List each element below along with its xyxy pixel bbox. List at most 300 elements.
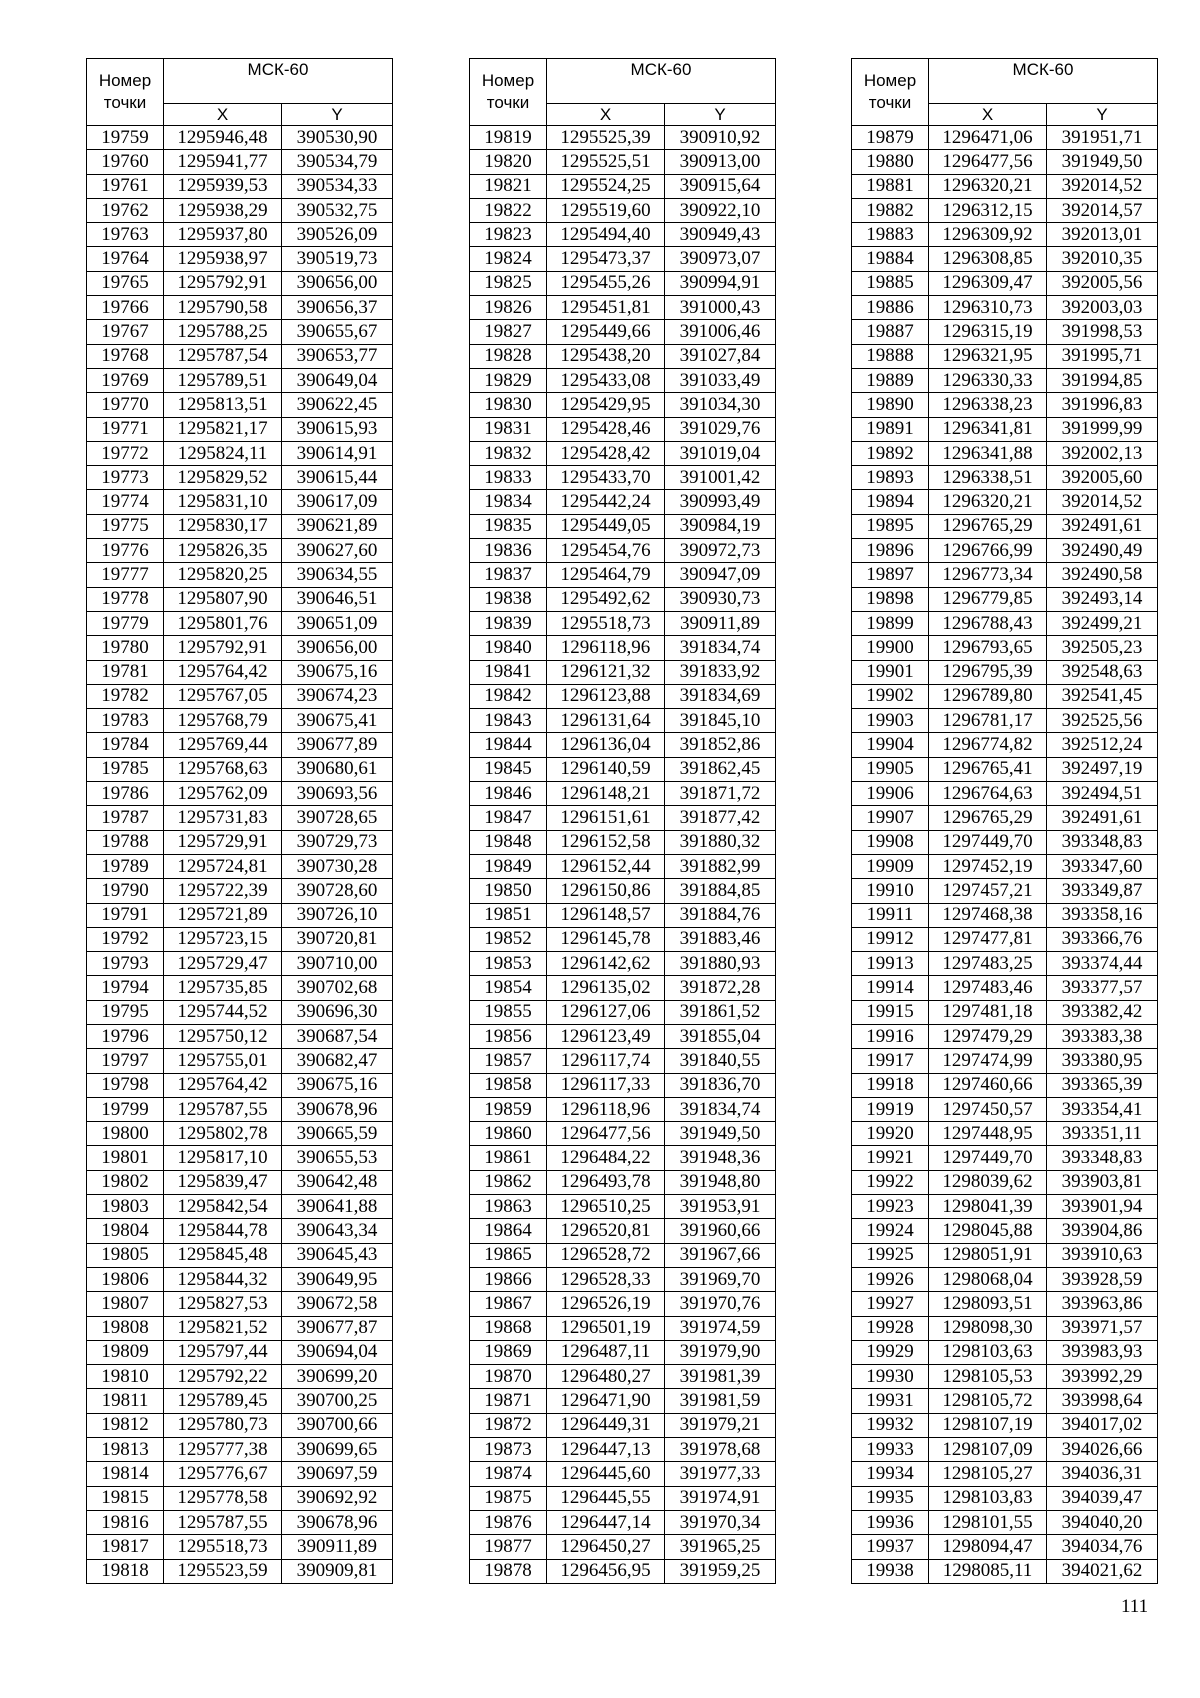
y-coordinate-cell: 393354,41	[1047, 1097, 1158, 1121]
point-number-cell: 19852	[470, 927, 547, 951]
y-coordinate-cell: 391951,71	[1047, 126, 1158, 150]
x-coordinate-cell: 1296131,64	[547, 709, 665, 733]
x-coordinate-cell: 1295723,15	[164, 927, 282, 951]
x-coordinate-cell: 1295473,37	[547, 247, 665, 271]
y-coordinate-cell: 391884,85	[665, 879, 776, 903]
y-coordinate-cell: 391834,74	[665, 636, 776, 660]
x-coordinate-cell: 1296151,61	[547, 806, 665, 830]
point-number-cell: 19801	[87, 1146, 164, 1170]
x-coordinate-cell: 1295724,81	[164, 854, 282, 878]
point-number-cell: 19863	[470, 1195, 547, 1219]
table-row	[852, 441, 1158, 465]
y-coordinate-cell: 393365,39	[1047, 1073, 1158, 1097]
point-number-cell: 19922	[852, 1170, 929, 1194]
x-coordinate-cell: 1298051,91	[929, 1243, 1047, 1267]
x-coordinate-cell: 1295729,47	[164, 952, 282, 976]
table-row	[852, 1024, 1158, 1048]
y-coordinate-cell: 390947,09	[665, 563, 776, 587]
y-coordinate-cell: 392497,19	[1047, 757, 1158, 781]
x-coordinate-cell: 1296765,29	[929, 514, 1047, 538]
y-coordinate-cell: 390702,68	[282, 976, 393, 1000]
y-coordinate-cell: 390645,43	[282, 1243, 393, 1267]
point-number-cell: 19921	[852, 1146, 929, 1170]
x-coordinate-cell: 1295722,39	[164, 879, 282, 903]
table-row	[87, 1292, 393, 1316]
point-number-cell: 19830	[470, 393, 547, 417]
x-coordinate-cell: 1295433,70	[547, 466, 665, 490]
point-number-cell: 19911	[852, 903, 929, 927]
table-row	[852, 927, 1158, 951]
table-row	[470, 1559, 776, 1583]
y-coordinate-cell: 391834,69	[665, 684, 776, 708]
point-number-cell: 19786	[87, 782, 164, 806]
x-coordinate-cell: 1298105,72	[929, 1389, 1047, 1413]
point-number-cell: 19923	[852, 1195, 929, 1219]
point-number-cell: 19897	[852, 563, 929, 587]
x-coordinate-cell: 1298041,39	[929, 1195, 1047, 1219]
y-coordinate-cell: 390656,00	[282, 636, 393, 660]
table-row	[470, 1049, 776, 1073]
y-coordinate-cell: 391959,25	[665, 1559, 776, 1583]
table-row	[852, 223, 1158, 247]
point-number-cell: 19837	[470, 563, 547, 587]
table-row	[87, 198, 393, 222]
point-number-cell: 19909	[852, 854, 929, 878]
x-coordinate-cell: 1295787,54	[164, 344, 282, 368]
table-row	[852, 247, 1158, 271]
point-number-cell: 19768	[87, 344, 164, 368]
x-coordinate-cell: 1295844,32	[164, 1267, 282, 1291]
x-coordinate-cell: 1295525,51	[547, 150, 665, 174]
point-number-cell: 19809	[87, 1340, 164, 1364]
table-row	[87, 952, 393, 976]
table-row	[87, 830, 393, 854]
x-coordinate-cell: 1295802,78	[164, 1122, 282, 1146]
y-coordinate-cell: 393348,83	[1047, 1146, 1158, 1170]
point-number-cell: 19892	[852, 441, 929, 465]
table-row	[852, 539, 1158, 563]
y-coordinate-cell: 393347,60	[1047, 854, 1158, 878]
y-coordinate-cell: 392491,61	[1047, 514, 1158, 538]
table-row	[852, 296, 1158, 320]
y-coordinate-cell: 390642,48	[282, 1170, 393, 1194]
x-coordinate-cell: 1295428,46	[547, 417, 665, 441]
x-coordinate-cell: 1296765,41	[929, 757, 1047, 781]
x-coordinate-cell: 1295764,42	[164, 660, 282, 684]
table-row	[852, 1438, 1158, 1462]
y-coordinate-cell: 392010,35	[1047, 247, 1158, 271]
x-coordinate-cell: 1295438,20	[547, 344, 665, 368]
x-coordinate-cell: 1297483,46	[929, 976, 1047, 1000]
table-row	[87, 320, 393, 344]
x-coordinate-cell: 1295939,53	[164, 174, 282, 198]
y-coordinate-cell: 390634,55	[282, 563, 393, 587]
point-number-cell: 19864	[470, 1219, 547, 1243]
y-coordinate-cell: 390621,89	[282, 514, 393, 538]
y-coordinate-cell: 391872,28	[665, 976, 776, 1000]
point-number-cell: 19778	[87, 587, 164, 611]
table-body	[87, 126, 393, 1584]
point-number-cell: 19795	[87, 1000, 164, 1024]
point-number-cell: 19775	[87, 514, 164, 538]
table-row	[470, 466, 776, 490]
x-coordinate-cell: 1295824,11	[164, 441, 282, 465]
y-coordinate-cell: 390656,00	[282, 271, 393, 295]
x-coordinate-cell: 1297452,19	[929, 854, 1047, 878]
x-coordinate-cell: 1297483,25	[929, 952, 1047, 976]
x-coordinate-cell: 1295492,62	[547, 587, 665, 611]
point-number-cell: 19850	[470, 879, 547, 903]
y-coordinate-cell: 391882,99	[665, 854, 776, 878]
y-coordinate-cell: 394021,62	[1047, 1559, 1158, 1583]
y-coordinate-cell: 390519,73	[282, 247, 393, 271]
y-coordinate-cell: 391852,86	[665, 733, 776, 757]
table-row	[470, 903, 776, 927]
point-number-cell: 19804	[87, 1219, 164, 1243]
x-coordinate-cell: 1296341,88	[929, 441, 1047, 465]
y-coordinate-cell: 392548,63	[1047, 660, 1158, 684]
y-coordinate-cell: 392490,49	[1047, 539, 1158, 563]
y-coordinate-cell: 392491,61	[1047, 806, 1158, 830]
x-coordinate-cell: 1296471,90	[547, 1389, 665, 1413]
x-coordinate-cell: 1295817,10	[164, 1146, 282, 1170]
y-coordinate-cell: 391978,68	[665, 1438, 776, 1462]
table-row	[852, 1267, 1158, 1291]
point-number-cell: 19937	[852, 1535, 929, 1559]
y-coordinate-cell: 390678,96	[282, 1510, 393, 1534]
y-coordinate-cell: 393382,42	[1047, 1000, 1158, 1024]
point-number-cell: 19846	[470, 782, 547, 806]
y-coordinate-cell: 390922,10	[665, 198, 776, 222]
point-number-cell: 19844	[470, 733, 547, 757]
y-coordinate-cell: 390692,92	[282, 1486, 393, 1510]
y-coordinate-cell: 391884,76	[665, 903, 776, 927]
y-coordinate-cell: 390675,41	[282, 709, 393, 733]
y-coordinate-cell: 392499,21	[1047, 611, 1158, 635]
x-coordinate-cell: 1296480,27	[547, 1365, 665, 1389]
table-row	[87, 1486, 393, 1510]
y-coordinate-cell: 390700,25	[282, 1389, 393, 1413]
y-column-header: Y	[1047, 104, 1158, 126]
table-row	[87, 1146, 393, 1170]
point-number-cell: 19878	[470, 1559, 547, 1583]
x-coordinate-cell: 1295451,81	[547, 296, 665, 320]
table-row	[852, 1146, 1158, 1170]
point-number-cell: 19928	[852, 1316, 929, 1340]
table-row	[470, 1438, 776, 1462]
table-row	[470, 927, 776, 951]
x-column-header: X	[547, 104, 665, 126]
x-coordinate-cell: 1296308,85	[929, 247, 1047, 271]
x-coordinate-cell: 1297450,57	[929, 1097, 1047, 1121]
point-number-cell: 19790	[87, 879, 164, 903]
point-number-cell: 19904	[852, 733, 929, 757]
y-coordinate-cell: 393901,94	[1047, 1195, 1158, 1219]
point-number-cell: 19808	[87, 1316, 164, 1340]
point-number-cell: 19774	[87, 490, 164, 514]
x-coordinate-cell: 1295524,25	[547, 174, 665, 198]
table-row	[852, 587, 1158, 611]
point-number-cell: 19836	[470, 539, 547, 563]
x-coordinate-cell: 1296320,21	[929, 174, 1047, 198]
table-row	[470, 879, 776, 903]
table-row	[470, 563, 776, 587]
table-row	[852, 976, 1158, 1000]
y-coordinate-cell: 393351,11	[1047, 1122, 1158, 1146]
table-row	[852, 1073, 1158, 1097]
point-number-cell: 19813	[87, 1438, 164, 1462]
point-number-cell: 19900	[852, 636, 929, 660]
point-number-cell: 19876	[470, 1510, 547, 1534]
table-row	[87, 539, 393, 563]
table-row	[87, 368, 393, 392]
point-number-cell: 19914	[852, 976, 929, 1000]
point-number-cell: 19812	[87, 1413, 164, 1437]
point-number-cell: 19870	[470, 1365, 547, 1389]
point-number-cell: 19882	[852, 198, 929, 222]
table-row	[470, 1462, 776, 1486]
y-coordinate-cell: 392005,60	[1047, 466, 1158, 490]
x-coordinate-cell: 1296121,32	[547, 660, 665, 684]
table-row	[852, 1389, 1158, 1413]
x-coordinate-cell: 1295780,73	[164, 1413, 282, 1437]
y-coordinate-cell: 391965,25	[665, 1535, 776, 1559]
table-row	[87, 1389, 393, 1413]
table-row	[470, 198, 776, 222]
table-row	[87, 1195, 393, 1219]
y-coordinate-cell: 393928,59	[1047, 1267, 1158, 1291]
table-row	[470, 1146, 776, 1170]
point-number-cell: 19913	[852, 952, 929, 976]
table-row	[852, 393, 1158, 417]
y-coordinate-cell: 390678,96	[282, 1097, 393, 1121]
point-number-cell: 19792	[87, 927, 164, 951]
table-row	[852, 952, 1158, 976]
table-row	[470, 150, 776, 174]
coordinate-table-3	[851, 58, 1158, 1584]
y-coordinate-cell: 390911,89	[665, 611, 776, 635]
point-number-cell: 19822	[470, 198, 547, 222]
x-coordinate-cell: 1295777,38	[164, 1438, 282, 1462]
x-coordinate-cell: 1295523,59	[164, 1559, 282, 1583]
point-number-cell: 19779	[87, 611, 164, 635]
point-number-cell: 19835	[470, 514, 547, 538]
y-coordinate-cell: 391999,99	[1047, 417, 1158, 441]
table-row	[852, 344, 1158, 368]
point-number-cell: 19888	[852, 344, 929, 368]
y-coordinate-cell: 391871,72	[665, 782, 776, 806]
y-coordinate-cell: 392512,24	[1047, 733, 1158, 757]
point-number-cell: 19825	[470, 271, 547, 295]
table-row	[87, 174, 393, 198]
y-coordinate-cell: 390694,04	[282, 1340, 393, 1364]
x-coordinate-cell: 1295938,97	[164, 247, 282, 271]
y-coordinate-cell: 390646,51	[282, 587, 393, 611]
table-row	[470, 1316, 776, 1340]
x-coordinate-cell: 1298103,83	[929, 1486, 1047, 1510]
y-coordinate-cell: 390617,09	[282, 490, 393, 514]
x-coordinate-cell: 1298094,47	[929, 1535, 1047, 1559]
x-coordinate-cell: 1296487,11	[547, 1340, 665, 1364]
x-coordinate-cell: 1295845,48	[164, 1243, 282, 1267]
point-number-cell: 19807	[87, 1292, 164, 1316]
point-number-cell: 19927	[852, 1292, 929, 1316]
table-row	[87, 903, 393, 927]
table-body	[470, 126, 776, 1584]
x-coordinate-cell: 1295429,95	[547, 393, 665, 417]
x-coordinate-cell: 1297474,99	[929, 1049, 1047, 1073]
point-number-cell: 19818	[87, 1559, 164, 1583]
y-coordinate-cell: 394039,47	[1047, 1486, 1158, 1510]
table-row	[87, 976, 393, 1000]
table-row	[470, 320, 776, 344]
y-coordinate-cell: 393904,86	[1047, 1219, 1158, 1243]
point-number-cell: 19849	[470, 854, 547, 878]
x-coordinate-cell: 1295938,29	[164, 198, 282, 222]
x-coordinate-cell: 1295792,91	[164, 271, 282, 295]
page-number: 111	[1121, 1596, 1149, 1617]
x-coordinate-cell: 1295792,22	[164, 1365, 282, 1389]
x-coordinate-cell: 1296484,22	[547, 1146, 665, 1170]
table-row	[470, 174, 776, 198]
y-coordinate-cell: 390675,16	[282, 660, 393, 684]
y-coordinate-cell: 393377,57	[1047, 976, 1158, 1000]
table-row	[87, 441, 393, 465]
table-row	[470, 247, 776, 271]
y-coordinate-cell: 391953,91	[665, 1195, 776, 1219]
x-coordinate-cell: 1295519,60	[547, 198, 665, 222]
point-number-cell: 19840	[470, 636, 547, 660]
x-coordinate-cell: 1297457,21	[929, 879, 1047, 903]
table-row	[852, 368, 1158, 392]
point-number-cell: 19860	[470, 1122, 547, 1146]
x-coordinate-cell: 1295464,79	[547, 563, 665, 587]
x-coordinate-cell: 1298107,09	[929, 1438, 1047, 1462]
point-number-cell: 19782	[87, 684, 164, 708]
y-coordinate-cell: 390993,49	[665, 490, 776, 514]
x-coordinate-cell: 1296764,63	[929, 782, 1047, 806]
x-coordinate-cell: 1295764,42	[164, 1073, 282, 1097]
point-number-cell: 19785	[87, 757, 164, 781]
y-coordinate-cell: 390649,95	[282, 1267, 393, 1291]
y-coordinate-cell: 390687,54	[282, 1024, 393, 1048]
x-coordinate-cell: 1295844,78	[164, 1219, 282, 1243]
table-row	[852, 854, 1158, 878]
y-coordinate-cell: 390614,91	[282, 441, 393, 465]
x-coordinate-cell: 1296152,58	[547, 830, 665, 854]
x-coordinate-cell: 1298039,62	[929, 1170, 1047, 1194]
y-coordinate-cell: 391000,43	[665, 296, 776, 320]
x-coordinate-cell: 1296788,43	[929, 611, 1047, 635]
point-number-cell: 19917	[852, 1049, 929, 1073]
x-coordinate-cell: 1296117,74	[547, 1049, 665, 1073]
x-coordinate-cell: 1296142,62	[547, 952, 665, 976]
x-coordinate-cell: 1297449,70	[929, 830, 1047, 854]
point-number-cell: 19781	[87, 660, 164, 684]
point-number-cell: 19930	[852, 1365, 929, 1389]
point-number-cell: 19926	[852, 1267, 929, 1291]
x-coordinate-cell: 1295721,89	[164, 903, 282, 927]
table-row	[87, 684, 393, 708]
point-number-cell: 19839	[470, 611, 547, 635]
y-coordinate-cell: 391027,84	[665, 344, 776, 368]
point-number-cell: 19867	[470, 1292, 547, 1316]
x-coordinate-cell: 1296450,27	[547, 1535, 665, 1559]
table-row	[470, 1389, 776, 1413]
x-coordinate-cell: 1296445,55	[547, 1486, 665, 1510]
y-coordinate-cell: 390710,00	[282, 952, 393, 976]
point-number-cell: 19908	[852, 830, 929, 854]
table-row	[470, 660, 776, 684]
table-row	[470, 1195, 776, 1219]
x-coordinate-cell: 1296310,73	[929, 296, 1047, 320]
x-coordinate-cell: 1295735,85	[164, 976, 282, 1000]
x-coordinate-cell: 1295433,08	[547, 368, 665, 392]
point-number-cell: 19780	[87, 636, 164, 660]
x-coordinate-cell: 1295525,39	[547, 126, 665, 150]
y-coordinate-cell: 392002,13	[1047, 441, 1158, 465]
x-coordinate-cell: 1298093,51	[929, 1292, 1047, 1316]
table-row	[852, 709, 1158, 733]
x-coordinate-cell: 1296501,19	[547, 1316, 665, 1340]
point-number-cell: 19787	[87, 806, 164, 830]
point-number-cell: 19933	[852, 1438, 929, 1462]
table-row	[87, 1438, 393, 1462]
table-row	[852, 806, 1158, 830]
point-number-cell: 19820	[470, 150, 547, 174]
x-coordinate-cell: 1295827,53	[164, 1292, 282, 1316]
table-row	[87, 1462, 393, 1486]
point-number-cell: 19929	[852, 1340, 929, 1364]
point-number-cell: 19771	[87, 417, 164, 441]
y-coordinate-cell: 391970,76	[665, 1292, 776, 1316]
y-coordinate-cell: 391001,42	[665, 466, 776, 490]
point-number-cell: 19806	[87, 1267, 164, 1291]
y-coordinate-cell: 394017,02	[1047, 1413, 1158, 1437]
x-coordinate-cell: 1296309,92	[929, 223, 1047, 247]
x-coordinate-cell: 1295831,10	[164, 490, 282, 514]
table-row	[87, 150, 393, 174]
x-coordinate-cell: 1296140,59	[547, 757, 665, 781]
x-coordinate-cell: 1295767,05	[164, 684, 282, 708]
x-coordinate-cell: 1295776,67	[164, 1462, 282, 1486]
table-row	[87, 417, 393, 441]
point-number-cell: 19816	[87, 1510, 164, 1534]
point-number-cell: 19886	[852, 296, 929, 320]
table-row	[470, 441, 776, 465]
point-number-cell: 19881	[852, 174, 929, 198]
point-number-cell: 19842	[470, 684, 547, 708]
table-row	[852, 1000, 1158, 1024]
point-number-cell: 19855	[470, 1000, 547, 1024]
table-row	[470, 636, 776, 660]
point-number-cell: 19762	[87, 198, 164, 222]
point-number-cell: 19817	[87, 1535, 164, 1559]
point-number-cell: 19788	[87, 830, 164, 854]
table-row	[470, 539, 776, 563]
y-coordinate-cell: 390911,89	[282, 1535, 393, 1559]
y-coordinate-cell: 391883,46	[665, 927, 776, 951]
table-row	[852, 1535, 1158, 1559]
x-coordinate-cell: 1298085,11	[929, 1559, 1047, 1583]
table-row	[87, 1049, 393, 1073]
table-row	[87, 854, 393, 878]
table-row	[470, 1073, 776, 1097]
point-number-cell: 19799	[87, 1097, 164, 1121]
y-coordinate-cell: 390700,66	[282, 1413, 393, 1437]
table-row	[87, 1243, 393, 1267]
table-row	[852, 733, 1158, 757]
